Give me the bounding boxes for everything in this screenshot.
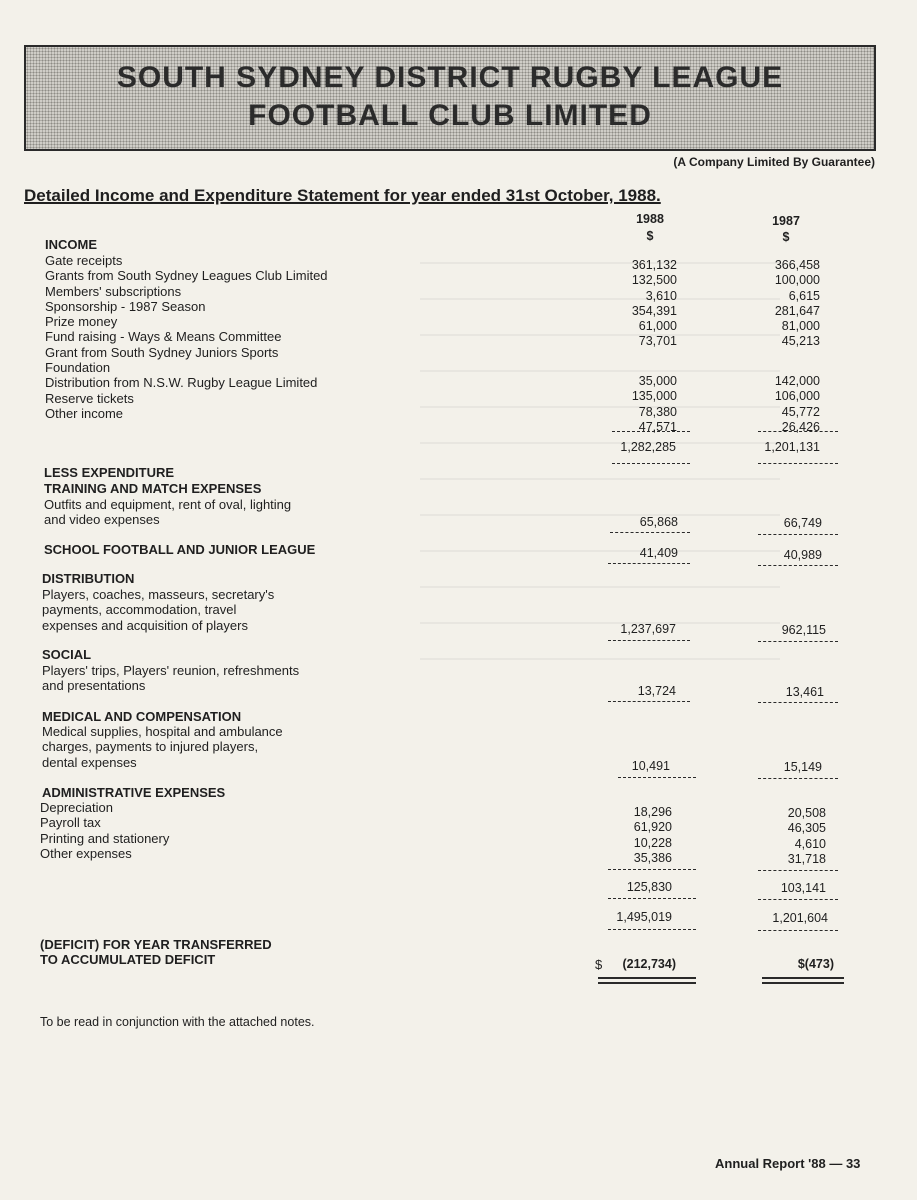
rule bbox=[608, 869, 696, 870]
column-1987-year: 1987 bbox=[772, 214, 800, 228]
income-line: Prize money bbox=[45, 314, 118, 330]
training-lines bbox=[44, 497, 291, 528]
deficit-currency: $ bbox=[595, 957, 603, 972]
rule bbox=[758, 899, 838, 900]
income-value: 354,391 bbox=[631, 303, 677, 318]
expense-line: Other expenses bbox=[40, 845, 132, 861]
admin-value: 20,508 bbox=[787, 806, 826, 820]
income-value: 61,000 bbox=[638, 319, 677, 334]
rule bbox=[610, 532, 690, 533]
expense-line: Outfits and equipment, rent of oval, lighting bbox=[44, 497, 292, 512]
income-total-1988: 1,282,285 bbox=[620, 440, 676, 454]
expense-line: expenses and acquisition of players bbox=[42, 617, 248, 633]
header-banner bbox=[24, 45, 876, 151]
income-line: Foundation bbox=[45, 360, 111, 376]
school-1987: 40,989 bbox=[783, 548, 822, 562]
medical-1987: 15,149 bbox=[783, 760, 822, 774]
expense-line: Players' trips, Players' reunion, refreshments bbox=[42, 663, 300, 678]
income-line: Members' subscriptions bbox=[45, 283, 182, 299]
double-rule bbox=[762, 977, 844, 984]
income-value: 35,000 bbox=[638, 374, 677, 389]
school-1988: 41,409 bbox=[639, 546, 678, 560]
expense-line: charges, payments to injured players, bbox=[42, 739, 259, 755]
income-value: 361,132 bbox=[631, 258, 677, 272]
income-value: 366,458 bbox=[774, 258, 820, 272]
admin-value: 31,718 bbox=[787, 851, 826, 866]
income-value: 47,571 bbox=[638, 419, 677, 434]
deficit-1987: $(473) bbox=[797, 957, 834, 971]
deficit-1988: (212,734) bbox=[622, 957, 676, 971]
income-value: 106,000 bbox=[774, 389, 820, 404]
admin-value: 46,305 bbox=[787, 821, 826, 836]
admin-value: 35,386 bbox=[633, 850, 672, 865]
rule bbox=[758, 565, 838, 566]
income-line: Grants from South Sydney Leagues Club Limited bbox=[45, 268, 328, 284]
admin-heading: ADMINISTRATIVE EXPENSES bbox=[42, 785, 226, 800]
statement-title: Detailed Income and Expenditure Statement for year ended 31st October, 1988. bbox=[24, 186, 661, 205]
notes-reference: To be read in conjunction with the attached notes. bbox=[40, 1015, 315, 1029]
distribution-lines bbox=[42, 587, 274, 633]
training-1988: 65,868 bbox=[639, 515, 678, 529]
rule bbox=[608, 898, 696, 899]
rule bbox=[608, 929, 696, 930]
rule bbox=[758, 870, 838, 871]
income-value: 100,000 bbox=[774, 273, 820, 288]
social-1988: 13,724 bbox=[637, 684, 676, 698]
rule bbox=[618, 777, 696, 778]
medical-heading: MEDICAL AND COMPENSATION bbox=[42, 709, 242, 724]
training-1987: 66,749 bbox=[783, 516, 822, 530]
income-value: 78,380 bbox=[638, 404, 677, 419]
income-heading: INCOME bbox=[45, 237, 97, 252]
income-value: 132,500 bbox=[631, 273, 677, 288]
income-value: 81,000 bbox=[781, 319, 820, 334]
expense-line: and presentations bbox=[42, 678, 146, 694]
expense-line: payments, accommodation, travel bbox=[42, 602, 237, 618]
income-value: 45,213 bbox=[781, 334, 820, 349]
social-heading: SOCIAL bbox=[42, 647, 92, 662]
income-value: 26,426 bbox=[781, 419, 820, 434]
expenditure-total-1988: 1,495,019 bbox=[616, 910, 672, 924]
admin-values-1988 bbox=[592, 805, 672, 866]
income-values-1987 bbox=[740, 258, 820, 435]
club-name-line1: SOUTH SYDNEY DISTRICT RUGBY LEAGUE bbox=[116, 61, 784, 94]
distribution-1987: 962,115 bbox=[781, 623, 826, 637]
income-value: 3,610 bbox=[645, 288, 677, 303]
admin-value: 10,228 bbox=[633, 835, 672, 850]
income-line: Sponsorship - 1987 Season bbox=[45, 298, 206, 314]
rule bbox=[612, 431, 690, 432]
admin-values-1987 bbox=[746, 806, 826, 867]
expenditure-total-1987: 1,201,604 bbox=[772, 911, 828, 925]
medical-lines bbox=[42, 724, 283, 770]
distribution-heading: DISTRIBUTION bbox=[42, 571, 135, 586]
income-value: 6,615 bbox=[788, 288, 820, 303]
income-value bbox=[740, 350, 820, 365]
income-line: Fund raising - Ways & Means Committee bbox=[45, 329, 282, 345]
expense-line: Printing and stationery bbox=[40, 830, 170, 846]
rule bbox=[758, 778, 838, 779]
deficit-label-line1: (DEFICIT) FOR YEAR TRANSFERRED bbox=[40, 937, 272, 952]
distribution-1988: 1,237,697 bbox=[620, 622, 676, 636]
rule bbox=[612, 463, 690, 464]
rule bbox=[608, 563, 690, 564]
column-1987-currency: $ bbox=[782, 230, 790, 244]
page-footer: Annual Report '88 — 33 bbox=[715, 1156, 861, 1171]
social-1987: 13,461 bbox=[785, 685, 824, 699]
rule bbox=[608, 640, 690, 641]
income-value bbox=[597, 350, 677, 365]
income-line: Grant from South Sydney Juniors Sports bbox=[45, 344, 279, 360]
income-value: 135,000 bbox=[631, 389, 677, 404]
double-rule bbox=[598, 977, 696, 984]
expense-line: Depreciation bbox=[40, 800, 113, 815]
income-total-1987: 1,201,131 bbox=[764, 440, 820, 454]
company-guarantee-note: (A Company Limited By Guarantee) bbox=[673, 155, 875, 169]
rule bbox=[608, 701, 690, 702]
admin-subtotal-1987: 103,141 bbox=[780, 881, 826, 895]
rule bbox=[758, 930, 838, 931]
income-value: 281,647 bbox=[774, 303, 820, 318]
admin-value: 61,920 bbox=[633, 820, 672, 835]
expense-line: dental expenses bbox=[42, 754, 137, 770]
income-value: 73,701 bbox=[638, 334, 677, 349]
deficit-label-line2: TO ACCUMULATED DEFICIT bbox=[40, 952, 216, 967]
school-heading: SCHOOL FOOTBALL AND JUNIOR LEAGUE bbox=[44, 542, 316, 557]
income-line: Reserve tickets bbox=[45, 390, 134, 406]
admin-lines bbox=[40, 800, 169, 861]
social-lines bbox=[42, 663, 299, 694]
income-line: Distribution from N.S.W. Rugby League Limited bbox=[45, 375, 318, 391]
income-value: 142,000 bbox=[774, 374, 820, 389]
rule bbox=[758, 463, 838, 464]
rule bbox=[758, 641, 838, 642]
expenditure-heading: LESS EXPENDITURE bbox=[44, 465, 175, 480]
income-line: Gate receipts bbox=[45, 253, 123, 268]
income-value: 45,772 bbox=[781, 404, 820, 419]
admin-value: 4,610 bbox=[794, 836, 826, 851]
income-lines bbox=[45, 253, 328, 421]
expense-line: Medical supplies, hospital and ambulance bbox=[42, 724, 283, 739]
club-name-line2: FOOTBALL CLUB LIMITED bbox=[248, 99, 652, 132]
column-1988-year: 1988 bbox=[636, 212, 664, 226]
income-values-1988 bbox=[597, 258, 677, 435]
expense-line: and video expenses bbox=[44, 512, 160, 528]
admin-subtotal-1988: 125,830 bbox=[626, 880, 672, 894]
income-line: Other income bbox=[45, 405, 124, 421]
admin-value: 18,296 bbox=[633, 805, 672, 819]
rule bbox=[758, 534, 838, 535]
training-heading: TRAINING AND MATCH EXPENSES bbox=[44, 481, 262, 496]
expense-line: Players, coaches, masseurs, secretary's bbox=[42, 587, 275, 602]
expense-line: Payroll tax bbox=[40, 815, 101, 831]
column-1988-currency: $ bbox=[646, 229, 654, 243]
rule bbox=[758, 431, 838, 432]
rule bbox=[758, 702, 838, 703]
medical-1988: 10,491 bbox=[631, 759, 670, 773]
